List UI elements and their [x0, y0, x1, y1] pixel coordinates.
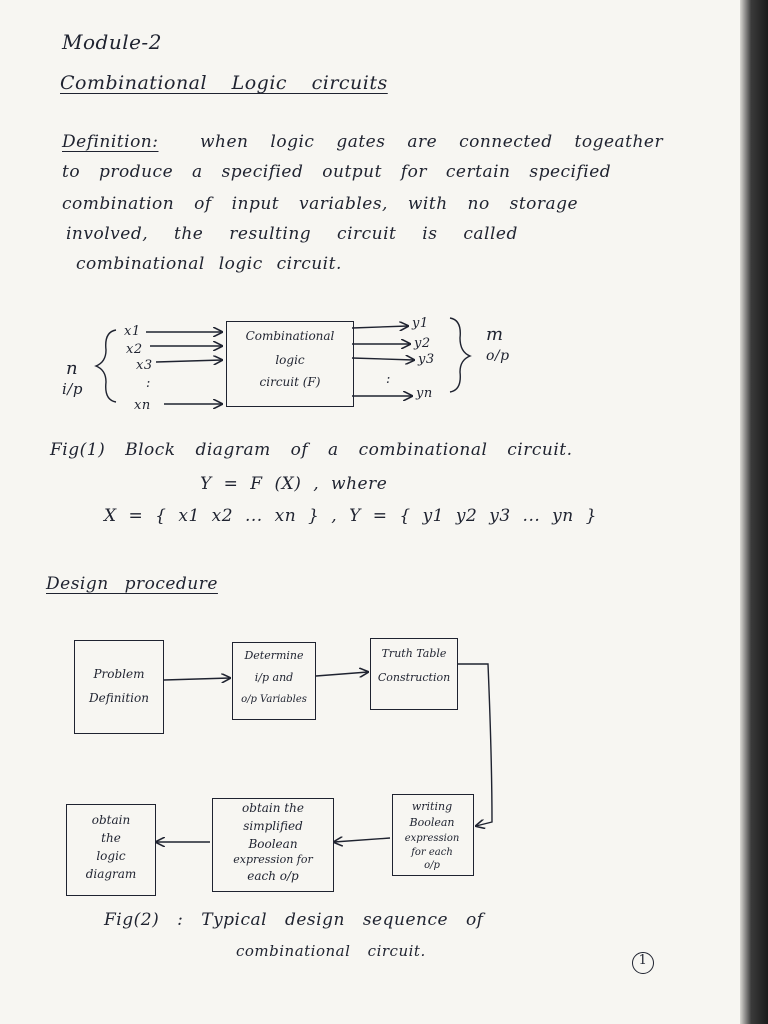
definition-line-2: to produce a specified output for certain specified [62, 162, 612, 182]
box6-line-2: the [101, 831, 121, 845]
fig1-equation-1: Y = F (X) , where [200, 474, 388, 494]
fig1-output-dots: : [386, 372, 391, 387]
fig1-m-label: m [486, 324, 504, 345]
design-heading: Design procedure [46, 574, 218, 594]
box3-line-1: Truth Table [381, 647, 447, 660]
fig1-input-x1: x1 [124, 324, 141, 339]
box6-line-1: obtain [91, 813, 131, 827]
definition-line-3: combination of input variables, with no storage [62, 194, 579, 214]
fig1-input-dots: : [146, 376, 151, 391]
definition-line-5: combinational logic circuit. [76, 254, 342, 274]
fig1-right-brace [450, 318, 470, 392]
fig1-caption: Fig(1) Block diagram of a combinational circuit. [50, 440, 573, 460]
box4-line-2: Boolean [409, 816, 455, 829]
fig1-ip-label: i/p [62, 380, 83, 398]
fig1-box-line-1: Combinational [245, 329, 335, 343]
fig1-output-y3: y3 [418, 352, 435, 367]
box6-line-3: logic [96, 849, 126, 863]
fig1-left-brace [96, 330, 116, 402]
box1-line-2: Definition [89, 691, 149, 705]
fig1-n-label: n [66, 358, 79, 379]
fig1-input-x3: x3 [136, 358, 153, 373]
fig1-box-line-2: logic [275, 353, 305, 367]
box5-line-1: obtain the [242, 801, 304, 815]
fig1-output-y1: y1 [412, 316, 429, 331]
box4-line-5: o/p [424, 860, 440, 871]
fig1-output-yn: yn [416, 386, 433, 401]
definition-line-4: involved, the resulting circuit is called [66, 224, 518, 244]
box4-line-4: for each [411, 847, 453, 858]
box5-line-2: simplified [243, 819, 303, 833]
fig1-output-arrow-1 [352, 326, 408, 328]
box5-line-5: each o/p [247, 869, 299, 883]
box5-line-3: Boolean [248, 837, 298, 851]
page-heading: Combinational Logic circuits [60, 72, 388, 94]
definition-line-1: when logic gates are connected togeather [200, 132, 664, 152]
fig1-equation-2: X = { x1 x2 ... xn } , Y = { y1 y2 y3 ... yn } [104, 506, 597, 526]
box2-line-3: o/p Variables [241, 694, 307, 705]
box5-line-4: expression for [233, 853, 313, 866]
definition-label: Definition: [62, 132, 159, 152]
box6-line-4: diagram [85, 867, 137, 881]
fig2-caption-line-1: Fig(2) : Typical design sequence of [104, 910, 484, 930]
fig1-output-y2: y2 [414, 336, 431, 351]
box2-line-1: Determine [244, 649, 304, 662]
box4-line-3: expression [404, 833, 460, 844]
fig1-input-xn: xn [134, 398, 151, 413]
page-number: 1 [638, 953, 648, 968]
fig1-output-arrow-3 [352, 358, 414, 360]
box4-line-1: writing [411, 800, 453, 813]
flow-arrow-4-to-5 [334, 838, 390, 842]
flow-arrow-2-to-3 [316, 672, 368, 676]
box1-line-1: Problem [93, 667, 145, 681]
fig1-box-line-3: circuit (F) [259, 375, 321, 389]
flow-arrow-1-to-2 [164, 678, 230, 680]
fig1-op-label: o/p [486, 348, 510, 364]
fig1-input-arrow-3 [156, 360, 222, 362]
module-title: Module-2 [62, 30, 162, 54]
box3-line-2: Construction [377, 671, 451, 684]
fig1-input-x2: x2 [126, 342, 143, 357]
fig2-caption-line-2: combinational circuit. [236, 942, 426, 960]
box2-line-2: i/p and [254, 671, 294, 684]
flow-connector-3-to-4 [458, 664, 492, 826]
